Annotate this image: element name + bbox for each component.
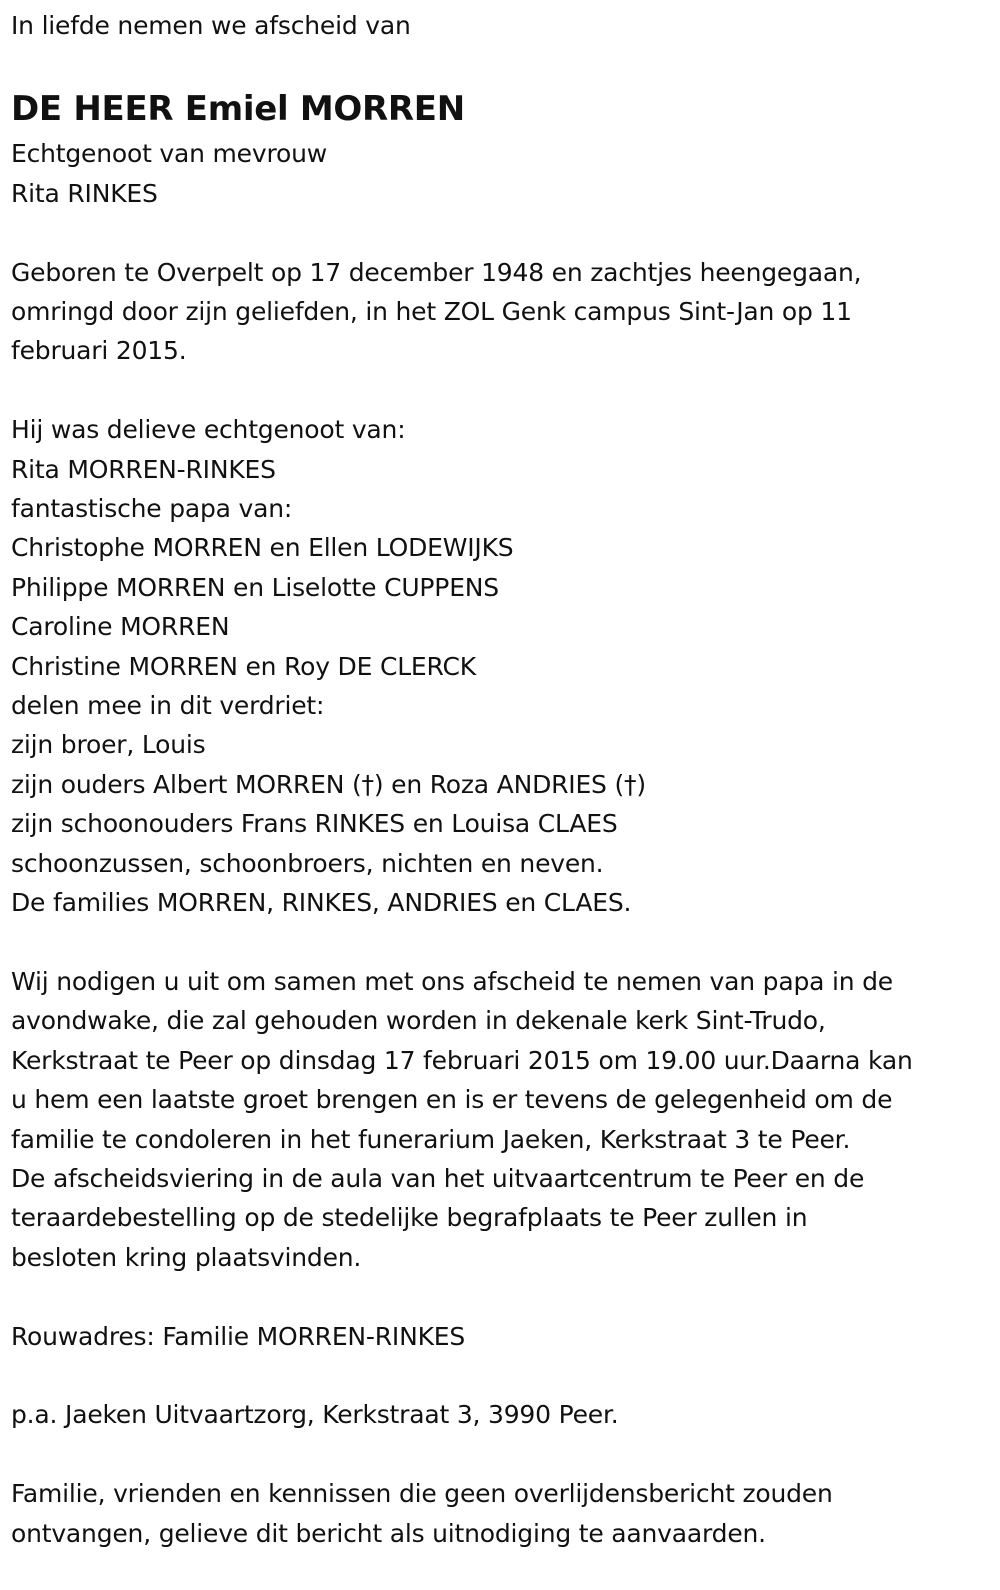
paragraph-line: Wij nodigen u uit om samen met ons afscheid te nemen van papa in de (11, 966, 893, 996)
intro-text: In liefde nemen we afscheid van (11, 11, 411, 40)
care-of-address: p.a. Jaeken Uitvaartzorg, Kerkstraat 3, 3990 Peer. (11, 1400, 619, 1430)
family-line: Christophe MORREN en Ellen LODEWIJKS (11, 533, 514, 563)
deceased-name-title: DE HEER Emiel MORREN (11, 89, 465, 130)
mourning-address: Rouwadres: Familie MORREN-RINKES (11, 1321, 466, 1351)
spacer (11, 371, 990, 410)
spacer (11, 923, 990, 962)
birth-death-paragraph (11, 253, 990, 371)
family-line: fantastische papa van: (11, 494, 293, 524)
family-line: De families MORREN, RINKES, ANDRIES en CLAES. (11, 888, 632, 918)
family-line: Rita MORREN-RINKES (11, 454, 276, 484)
spouse-line: Echtgenoot van mevrouw (11, 139, 327, 169)
paragraph-line: teraardebestelling op de stedelijke begrafplaats te Peer zullen in (11, 1203, 808, 1233)
family-list (11, 410, 990, 922)
spacer (11, 1356, 990, 1395)
family-line: Caroline MORREN (11, 612, 230, 642)
family-line: Hij was delieve echtgenoot van: (11, 415, 406, 445)
spacer (11, 1435, 990, 1474)
family-line: delen mee in dit verdriet: (11, 691, 325, 721)
paragraph-line: familie te condoleren in het funerarium Jaeken, Kerkstraat 3 te Peer. (11, 1124, 851, 1154)
paragraph-line: februari 2015. (11, 336, 187, 366)
paragraph-line: u hem een laatste groet brengen en is er tevens de gelegenheid om de (11, 1085, 893, 1115)
paragraph-line: Kerkstraat te Peer op dinsdag 17 februari 2015 om 19.00 uur.Daarna kan (11, 1045, 913, 1075)
family-line: Christine MORREN en Roy DE CLERCK (11, 651, 476, 681)
spouse-line: Rita RINKES (11, 178, 158, 208)
paragraph-line: Familie, vrienden en kennissen die geen overlijdensbericht zouden (11, 1479, 833, 1509)
paragraph-line: De afscheidsviering in de aula van het uitvaartcentrum te Peer en de (11, 1163, 865, 1193)
family-line: schoonzussen, schoonbroers, nichten en neven. (11, 848, 604, 878)
family-line: zijn ouders Albert MORREN (†) en Roza ANDRIES (†) (11, 769, 646, 799)
paragraph-line: Geboren te Overpelt op 17 december 1948 en zachtjes heengegaan, (11, 257, 862, 287)
paragraph-line: ontvangen, gelieve dit bericht als uitnodiging te aanvaarden. (11, 1518, 766, 1548)
paragraph-line: besloten kring plaatsvinden. (11, 1242, 362, 1272)
ceremony-paragraph (11, 962, 990, 1277)
family-line: Philippe MORREN en Liselotte CUPPENS (11, 572, 499, 602)
spacer (11, 213, 990, 252)
spouse-block (11, 134, 990, 213)
spacer (11, 1277, 990, 1316)
paragraph-line: omringd door zijn geliefden, in het ZOL Genk campus Sint-Jan op 11 (11, 297, 852, 327)
paragraph-line: avondwake, die zal gehouden worden in dekenale kerk Sint-Trudo, (11, 1006, 826, 1036)
family-line: zijn broer, Louis (11, 730, 206, 760)
closing-paragraph (11, 1474, 990, 1553)
family-line: zijn schoonouders Frans RINKES en Louisa CLAES (11, 809, 618, 839)
